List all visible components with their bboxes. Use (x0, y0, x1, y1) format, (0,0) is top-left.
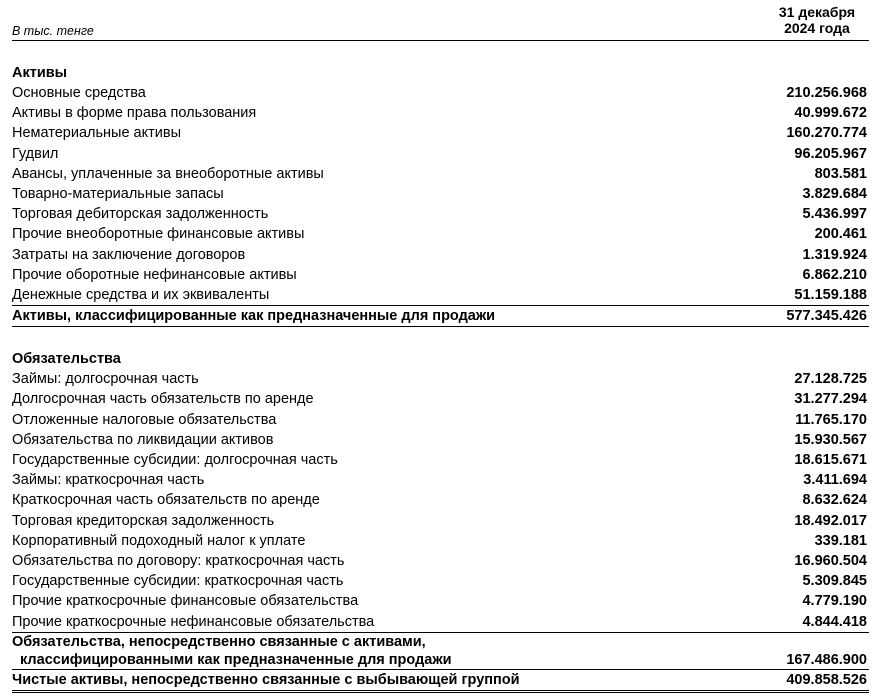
row-label: Активы в форме права пользования (12, 105, 257, 122)
unit-label: В тыс. тенге (12, 24, 94, 38)
row-label: Займы: долгосрочная часть (12, 371, 199, 388)
row-value: 11.765.170 (795, 411, 867, 428)
row-label: Торговая дебиторская задолженность (12, 206, 269, 223)
row-value: 4.844.418 (802, 613, 867, 630)
period-line-1: 31 декабря (778, 4, 855, 20)
liabilities-total-value: 167.486.900 (786, 651, 867, 668)
row-label: Отложенные налоговые обязательства (12, 411, 277, 428)
table-row (12, 245, 869, 265)
table-row (12, 450, 869, 470)
row-label: Авансы, уплаченные за внеоборотные активы (12, 165, 324, 182)
row-label: Прочие краткосрочные нефинансовые обязательства (12, 613, 375, 630)
row-label: Государственные субсидии: долгосрочная часть (12, 452, 338, 468)
row-value: 31.277.294 (794, 391, 867, 408)
row-label: Денежные средства и их эквиваленты (12, 286, 270, 303)
row-label: Государственные субсидии: краткосрочная часть (12, 573, 344, 590)
table-row (12, 531, 869, 551)
row-label: Краткосрочная часть обязательств по аренде (12, 492, 320, 509)
table-row (12, 571, 869, 591)
assets-title: Активы (12, 65, 68, 81)
row-value: 200.461 (814, 226, 867, 243)
liabilities-total-label-2: классифицированными как предназначенные для продажи (20, 651, 452, 668)
row-value: 18.492.017 (794, 512, 867, 529)
liabilities-total-label-1: Обязательства, непосредственно связанные с активами, (12, 633, 426, 650)
liabilities-title: Обязательства (12, 351, 121, 368)
balance-sheet (12, 0, 869, 693)
net-assets-row (12, 669, 869, 693)
row-label: Обязательства по договору: краткосрочная часть (12, 552, 345, 569)
liabilities-total-row (12, 632, 869, 669)
table-row (12, 591, 869, 611)
row-label: Нематериальные активы (12, 125, 181, 142)
row-value: 4.779.190 (802, 593, 867, 610)
table-header (12, 0, 869, 41)
table-row (12, 285, 869, 305)
table-row (12, 123, 869, 143)
row-value: 803.581 (814, 165, 867, 182)
row-value: 3.411.694 (803, 472, 867, 489)
table-row (12, 551, 869, 571)
table-row (12, 511, 869, 531)
row-label: Затраты на заключение договоров (12, 246, 246, 263)
row-value: 51.159.188 (794, 286, 867, 303)
row-value: 6.862.210 (802, 266, 867, 283)
row-label: Корпоративный подоходный налог к уплате (12, 532, 306, 549)
row-label: Прочие краткосрочные финансовые обязательства (12, 593, 359, 610)
table-row (12, 164, 869, 184)
period-line-2: 2024 года (784, 20, 850, 36)
net-assets-value: 409.858.526 (786, 671, 867, 688)
row-label: Основные средства (12, 85, 146, 101)
row-value: 8.632.624 (802, 492, 867, 509)
assets-total-label: Активы, классифицированные как предназначенные для продажи (12, 308, 496, 325)
table-row (12, 410, 869, 430)
row-label: Обязательства по ликвидации активов (12, 431, 274, 448)
row-value: 210.256.968 (786, 85, 867, 101)
table-row (12, 470, 869, 490)
table-row (12, 103, 869, 123)
row-label: Торговая кредиторская задолженность (12, 512, 275, 529)
row-value: 27.128.725 (794, 371, 867, 388)
row-label: Товарно-материальные запасы (12, 185, 224, 202)
table-row (12, 389, 869, 409)
row-label: Прочие оборотные нефинансовые активы (12, 266, 297, 283)
row-value: 5.436.997 (802, 206, 867, 223)
row-value: 96.205.967 (794, 145, 867, 162)
row-value: 40.999.672 (794, 105, 867, 122)
assets-total-row (12, 305, 869, 327)
row-value: 18.615.671 (794, 452, 867, 468)
table-row (12, 184, 869, 204)
row-label: Займы: краткосрочная часть (12, 472, 205, 489)
period-header (779, 4, 855, 36)
liabilities-list (12, 369, 869, 631)
table-row (12, 204, 869, 224)
row-value: 3.829.684 (802, 185, 867, 202)
net-assets-label: Чистые активы, непосредственно связанные с выбывающей группой (12, 671, 520, 688)
row-value: 16.960.504 (794, 552, 867, 569)
row-label: Долгосрочная часть обязательств по аренде (12, 391, 314, 408)
table-row (12, 430, 869, 450)
table-row (12, 144, 869, 164)
row-label: Гудвил (12, 145, 59, 162)
assets-list (12, 83, 869, 305)
table-row (12, 224, 869, 244)
row-label: Прочие внеоборотные финансовые активы (12, 226, 305, 243)
row-value: 160.270.774 (786, 125, 867, 142)
row-value: 5.309.845 (802, 573, 867, 590)
row-value: 15.930.567 (794, 431, 867, 448)
row-value: 1.319.924 (802, 246, 867, 263)
row-value: 339.181 (814, 532, 867, 549)
table-row (12, 612, 869, 632)
table-row (12, 265, 869, 285)
table-row (12, 83, 869, 103)
table-row (12, 490, 869, 510)
assets-total-value: 577.345.426 (786, 308, 867, 325)
table-row (12, 369, 869, 389)
